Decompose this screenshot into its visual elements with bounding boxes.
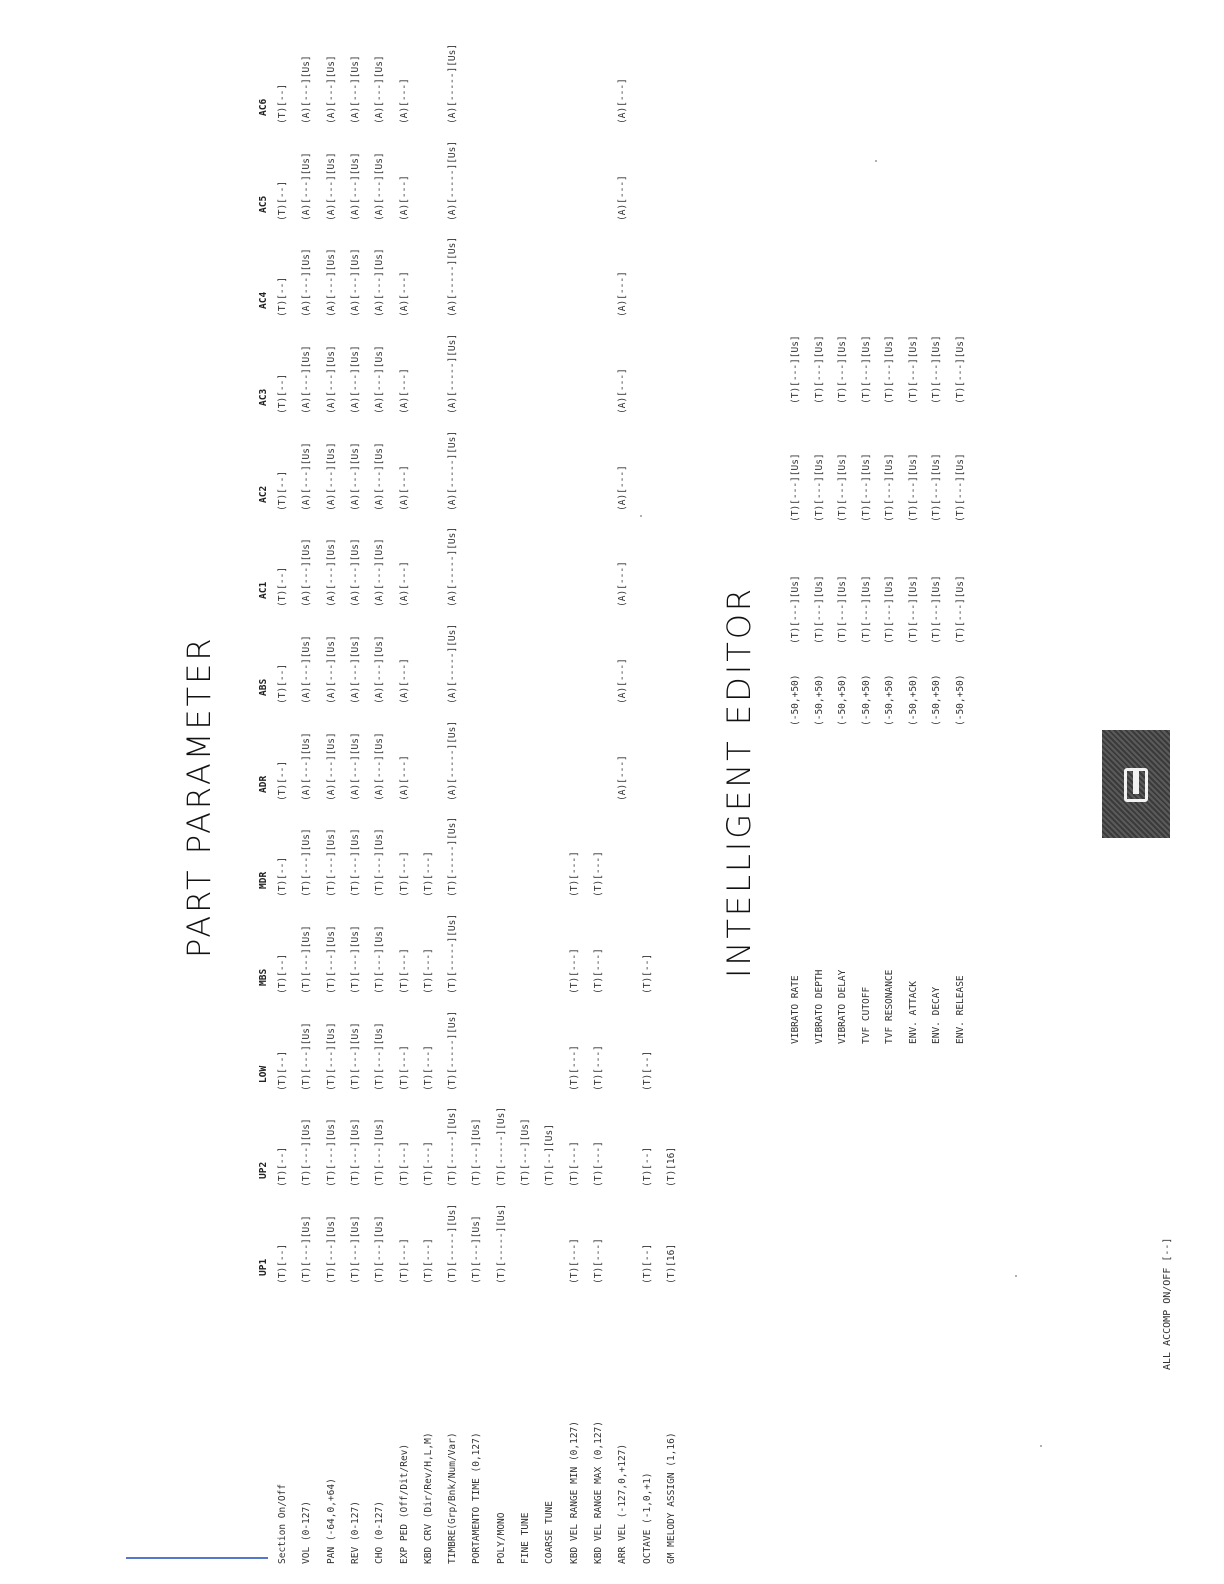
ie-cell: (T)[---][Us] bbox=[931, 335, 942, 404]
table-cell: (A)[---] bbox=[617, 755, 628, 801]
table-cell: (A)[---] bbox=[399, 658, 410, 704]
row-label: COARSE TUNE bbox=[544, 1501, 555, 1564]
ie-range: (-50,+50) bbox=[861, 674, 872, 726]
column-header: UP1 bbox=[258, 1258, 269, 1276]
table-cell: (T)[--] bbox=[277, 663, 288, 704]
all-accomp-line: ALL ACCOMP ON/OFF [--] bbox=[1162, 1237, 1173, 1370]
table-cell: (A)[---] bbox=[617, 658, 628, 704]
table-cell: (A)[---] bbox=[399, 271, 410, 317]
table-cell: (T)[---] bbox=[569, 1238, 580, 1284]
ie-cell: (T)[---][Us] bbox=[790, 575, 801, 644]
table-cell: (T)[---][Us] bbox=[301, 828, 312, 897]
row-label: PAN (-64,0,+64) bbox=[326, 1478, 337, 1564]
table-cell: (T)[---][Us] bbox=[350, 828, 361, 897]
scan-speck bbox=[640, 515, 642, 517]
row-label: REV (0-127) bbox=[350, 1501, 361, 1564]
table-cell: (A)[-----][Us] bbox=[447, 720, 458, 801]
column-header: AC3 bbox=[258, 388, 269, 406]
row-label: OCTAVE (-1,0,+1) bbox=[642, 1472, 653, 1564]
table-cell: (A)[---][Us] bbox=[374, 442, 385, 511]
table-cell: (T)[---][Us] bbox=[350, 1215, 361, 1284]
ie-cell: (T)[---][Us] bbox=[955, 575, 966, 644]
table-cell: (T)[---] bbox=[399, 948, 410, 994]
table-cell: (T)[-----][Us] bbox=[447, 1106, 458, 1187]
table-cell: (T)[---][Us] bbox=[326, 1118, 337, 1187]
table-cell: (A)[---] bbox=[399, 175, 410, 221]
table-cell: (T)[--][Us] bbox=[544, 1124, 555, 1187]
row-label: VOL (0-127) bbox=[301, 1501, 312, 1564]
table-cell: (A)[---] bbox=[617, 78, 628, 124]
table-cell: (T)[--] bbox=[277, 470, 288, 511]
table-cell: (A)[---] bbox=[617, 271, 628, 317]
ie-cell: (T)[---][Us] bbox=[908, 335, 919, 404]
table-cell: (T)[---][Us] bbox=[350, 925, 361, 994]
column-header: AC2 bbox=[258, 485, 269, 503]
table-cell: (T)[---] bbox=[399, 1141, 410, 1187]
table-cell: (T)[--] bbox=[277, 1243, 288, 1284]
ie-range: (-50,+50) bbox=[884, 674, 895, 726]
table-cell: (A)[---] bbox=[399, 78, 410, 124]
table-cell: (T)[--] bbox=[642, 953, 653, 994]
table-cell: (A)[---][Us] bbox=[350, 345, 361, 414]
table-cell: (T)[---] bbox=[569, 948, 580, 994]
ie-cell: (T)[---][Us] bbox=[814, 575, 825, 644]
table-cell: (A)[---][Us] bbox=[326, 442, 337, 511]
scan-speck bbox=[875, 160, 877, 162]
table-cell: (A)[---] bbox=[617, 465, 628, 511]
table-cell: (T)[---][Us] bbox=[520, 1118, 531, 1187]
ie-range: (-50,+50) bbox=[955, 674, 966, 726]
row-label: PORTAMENTO TIME (0,127) bbox=[471, 1432, 482, 1564]
table-cell: (A)[---] bbox=[399, 561, 410, 607]
table-cell: (A)[---][Us] bbox=[301, 442, 312, 511]
table-cell: (A)[---] bbox=[399, 368, 410, 414]
table-cell: (A)[---] bbox=[617, 175, 628, 221]
table-cell: (A)[---][Us] bbox=[301, 538, 312, 607]
table-cell: (T)[-----][Us] bbox=[496, 1106, 507, 1187]
footer-rule bbox=[126, 1557, 268, 1559]
table-cell: (T)[-----][Us] bbox=[447, 816, 458, 897]
table-cell: (T)[--] bbox=[277, 83, 288, 124]
row-label: POLY/MONO bbox=[496, 1512, 507, 1564]
column-header: AC5 bbox=[258, 195, 269, 213]
ie-cell: (T)[---][Us] bbox=[908, 453, 919, 522]
ie-cell: (T)[---][Us] bbox=[861, 335, 872, 404]
table-cell: (T)[-----][Us] bbox=[447, 1203, 458, 1284]
table-cell: (T)[---][Us] bbox=[374, 1118, 385, 1187]
row-label: KBD VEL RANGE MIN (0,127) bbox=[569, 1421, 580, 1564]
row-label: FINE TUNE bbox=[520, 1512, 531, 1564]
ie-cell: (T)[---][Us] bbox=[931, 453, 942, 522]
row-label: Section On/Off bbox=[277, 1483, 288, 1564]
row-label: KBD CRV (Dir/Rev/H,L,M) bbox=[423, 1432, 434, 1564]
column-header: ADR bbox=[258, 775, 269, 793]
row-label: ARR VEL (-127,0,+127) bbox=[617, 1443, 628, 1564]
ie-row-label: VIBRATO DEPTH bbox=[814, 969, 825, 1044]
section-tab-marker bbox=[1102, 730, 1170, 838]
table-cell: (T)[---] bbox=[593, 1141, 604, 1187]
table-cell: (T)[16] bbox=[666, 1243, 677, 1284]
table-cell: (A)[---] bbox=[399, 465, 410, 511]
ie-cell: (T)[---][Us] bbox=[908, 575, 919, 644]
table-cell: (A)[---][Us] bbox=[350, 732, 361, 801]
table-cell: (T)[---][Us] bbox=[326, 1022, 337, 1091]
table-cell: (A)[---][Us] bbox=[374, 635, 385, 704]
table-cell: (A)[---][Us] bbox=[301, 732, 312, 801]
table-cell: (T)[---][Us] bbox=[301, 1118, 312, 1187]
table-cell: (A)[---][Us] bbox=[326, 345, 337, 414]
ie-cell: (T)[---][Us] bbox=[955, 335, 966, 404]
table-cell: (T)[16] bbox=[666, 1146, 677, 1187]
table-cell: (T)[---][Us] bbox=[374, 1022, 385, 1091]
scan-speck bbox=[1015, 1275, 1017, 1277]
table-cell: (A)[---][Us] bbox=[374, 248, 385, 317]
table-cell: (A)[---][Us] bbox=[374, 152, 385, 221]
table-cell: (T)[---] bbox=[593, 1238, 604, 1284]
table-cell: (A)[---][Us] bbox=[326, 635, 337, 704]
column-header: AC6 bbox=[258, 98, 269, 116]
scan-speck bbox=[1040, 1445, 1042, 1447]
ie-cell: (T)[---][Us] bbox=[837, 575, 848, 644]
column-header: LOW bbox=[258, 1065, 269, 1083]
table-cell: (T)[---] bbox=[423, 1045, 434, 1091]
ie-cell: (T)[---][Us] bbox=[884, 453, 895, 522]
table-cell: (T)[---] bbox=[569, 851, 580, 897]
table-cell: (A)[---][Us] bbox=[326, 248, 337, 317]
table-cell: (T)[---][Us] bbox=[374, 1215, 385, 1284]
table-cell: (A)[---][Us] bbox=[301, 345, 312, 414]
ie-range: (-50,+50) bbox=[908, 674, 919, 726]
tab-number-glyph bbox=[1124, 768, 1148, 802]
table-cell: (T)[--] bbox=[277, 953, 288, 994]
ie-row-label: ENV. RELEASE bbox=[955, 975, 966, 1044]
table-cell: (T)[---] bbox=[569, 1045, 580, 1091]
ie-cell: (T)[---][Us] bbox=[837, 335, 848, 404]
ie-cell: (T)[---][Us] bbox=[861, 575, 872, 644]
table-cell: (A)[-----][Us] bbox=[447, 140, 458, 221]
ie-range: (-50,+50) bbox=[931, 674, 942, 726]
table-cell: (T)[--] bbox=[277, 1146, 288, 1187]
table-cell: (T)[-----][Us] bbox=[447, 913, 458, 994]
table-cell: (T)[--] bbox=[642, 1243, 653, 1284]
table-cell: (A)[---][Us] bbox=[301, 55, 312, 124]
ie-cell: (T)[---][Us] bbox=[884, 335, 895, 404]
table-cell: (T)[---][Us] bbox=[301, 1022, 312, 1091]
table-cell: (T)[---] bbox=[399, 1238, 410, 1284]
ie-cell: (T)[---][Us] bbox=[931, 575, 942, 644]
table-cell: (A)[-----][Us] bbox=[447, 623, 458, 704]
ie-cell: (T)[---][Us] bbox=[814, 335, 825, 404]
table-cell: (T)[---][Us] bbox=[471, 1118, 482, 1187]
table-cell: (T)[---][Us] bbox=[374, 828, 385, 897]
table-cell: (T)[--] bbox=[277, 180, 288, 221]
table-cell: (A)[---][Us] bbox=[301, 152, 312, 221]
table-cell: (T)[---][Us] bbox=[326, 828, 337, 897]
table-cell: (A)[---][Us] bbox=[301, 635, 312, 704]
table-cell: (A)[-----][Us] bbox=[447, 430, 458, 511]
ie-row-label: VIBRATO RATE bbox=[790, 975, 801, 1044]
table-cell: (A)[---][Us] bbox=[326, 538, 337, 607]
table-cell: (T)[---][Us] bbox=[471, 1215, 482, 1284]
table-cell: (A)[---][Us] bbox=[301, 248, 312, 317]
ie-cell: (T)[---][Us] bbox=[790, 335, 801, 404]
table-cell: (T)[--] bbox=[277, 566, 288, 607]
table-cell: (T)[---] bbox=[423, 1238, 434, 1284]
ie-cell: (T)[---][Us] bbox=[955, 453, 966, 522]
column-header: ABS bbox=[258, 678, 269, 696]
ie-row-label: TVF CUTOFF bbox=[861, 986, 872, 1044]
row-label: GM MELODY ASSIGN (1,16) bbox=[666, 1432, 677, 1564]
table-cell: (T)[--] bbox=[277, 373, 288, 414]
row-label: CHO (0-127) bbox=[374, 1501, 385, 1564]
table-cell: (T)[---][Us] bbox=[326, 1215, 337, 1284]
table-cell: (A)[---][Us] bbox=[374, 345, 385, 414]
column-header: AC4 bbox=[258, 291, 269, 309]
table-cell: (A)[---] bbox=[617, 368, 628, 414]
ie-row-label: TVF RESONANCE bbox=[884, 969, 895, 1044]
table-cell: (T)[-----][Us] bbox=[496, 1203, 507, 1284]
ie-cell: (T)[---][Us] bbox=[884, 575, 895, 644]
table-cell: (T)[--] bbox=[642, 1146, 653, 1187]
table-cell: (A)[-----][Us] bbox=[447, 236, 458, 317]
row-label: EXP PED (Off/Dit/Rev) bbox=[399, 1443, 410, 1564]
table-cell: (A)[---][Us] bbox=[350, 248, 361, 317]
table-cell: (T)[---][Us] bbox=[350, 1022, 361, 1091]
table-cell: (T)[---] bbox=[399, 1045, 410, 1091]
table-cell: (A)[---][Us] bbox=[350, 635, 361, 704]
table-cell: (A)[---][Us] bbox=[326, 55, 337, 124]
table-cell: (A)[-----][Us] bbox=[447, 526, 458, 607]
table-cell: (T)[---] bbox=[593, 851, 604, 897]
row-label: TIMBRE(Grp/Bnk/Num/Var) bbox=[447, 1432, 458, 1564]
table-cell: (T)[-----][Us] bbox=[447, 1010, 458, 1091]
table-cell: (A)[---][Us] bbox=[350, 538, 361, 607]
table-cell: (T)[--] bbox=[277, 856, 288, 897]
ie-cell: (T)[---][Us] bbox=[837, 453, 848, 522]
ie-row-label: ENV. ATTACK bbox=[908, 981, 919, 1044]
table-cell: (T)[---][Us] bbox=[301, 925, 312, 994]
table-cell: (A)[-----][Us] bbox=[447, 333, 458, 414]
ie-range: (-50,+50) bbox=[837, 674, 848, 726]
intelligent-editor-title: INTELLIGENT EDITOR bbox=[720, 585, 758, 978]
table-cell: (A)[---][Us] bbox=[374, 55, 385, 124]
column-header: UP2 bbox=[258, 1161, 269, 1179]
table-cell: (A)[---][Us] bbox=[326, 152, 337, 221]
ie-cell: (T)[---][Us] bbox=[861, 453, 872, 522]
table-cell: (T)[---][Us] bbox=[350, 1118, 361, 1187]
table-cell: (T)[---] bbox=[423, 1141, 434, 1187]
ie-row-label: ENV. DECAY bbox=[931, 986, 942, 1044]
ie-cell: (T)[---][Us] bbox=[790, 453, 801, 522]
table-cell: (A)[---] bbox=[399, 755, 410, 801]
table-cell: (A)[---] bbox=[617, 561, 628, 607]
table-cell: (A)[---][Us] bbox=[326, 732, 337, 801]
table-cell: (A)[---][Us] bbox=[350, 55, 361, 124]
ie-row-label: VIBRATO DELAY bbox=[837, 969, 848, 1044]
ie-range: (-50,+50) bbox=[814, 674, 825, 726]
table-cell: (T)[--] bbox=[277, 760, 288, 801]
row-label: KBD VEL RANGE MAX (0,127) bbox=[593, 1421, 604, 1564]
table-cell: (A)[---][Us] bbox=[350, 152, 361, 221]
part-parameter-title: PART PARAMETER bbox=[180, 635, 218, 958]
table-cell: (A)[---][Us] bbox=[350, 442, 361, 511]
ie-cell: (T)[---][Us] bbox=[814, 453, 825, 522]
table-cell: (T)[--] bbox=[277, 276, 288, 317]
table-cell: (T)[--] bbox=[277, 1050, 288, 1091]
column-header: MDR bbox=[258, 871, 269, 889]
column-header: MBS bbox=[258, 968, 269, 986]
table-cell: (T)[---][Us] bbox=[374, 925, 385, 994]
table-cell: (T)[---][Us] bbox=[301, 1215, 312, 1284]
table-cell: (A)[---][Us] bbox=[374, 732, 385, 801]
table-cell: (T)[---][Us] bbox=[326, 925, 337, 994]
table-cell: (T)[---] bbox=[593, 1045, 604, 1091]
table-cell: (A)[---][Us] bbox=[374, 538, 385, 607]
table-cell: (A)[-----][Us] bbox=[447, 43, 458, 124]
ie-range: (-50,+50) bbox=[790, 674, 801, 726]
table-cell: (T)[---] bbox=[423, 851, 434, 897]
table-cell: (T)[---] bbox=[569, 1141, 580, 1187]
column-header: AC1 bbox=[258, 581, 269, 599]
table-cell: (T)[---] bbox=[399, 851, 410, 897]
table-cell: (T)[---] bbox=[593, 948, 604, 994]
table-cell: (T)[--] bbox=[642, 1050, 653, 1091]
table-cell: (T)[---] bbox=[423, 948, 434, 994]
